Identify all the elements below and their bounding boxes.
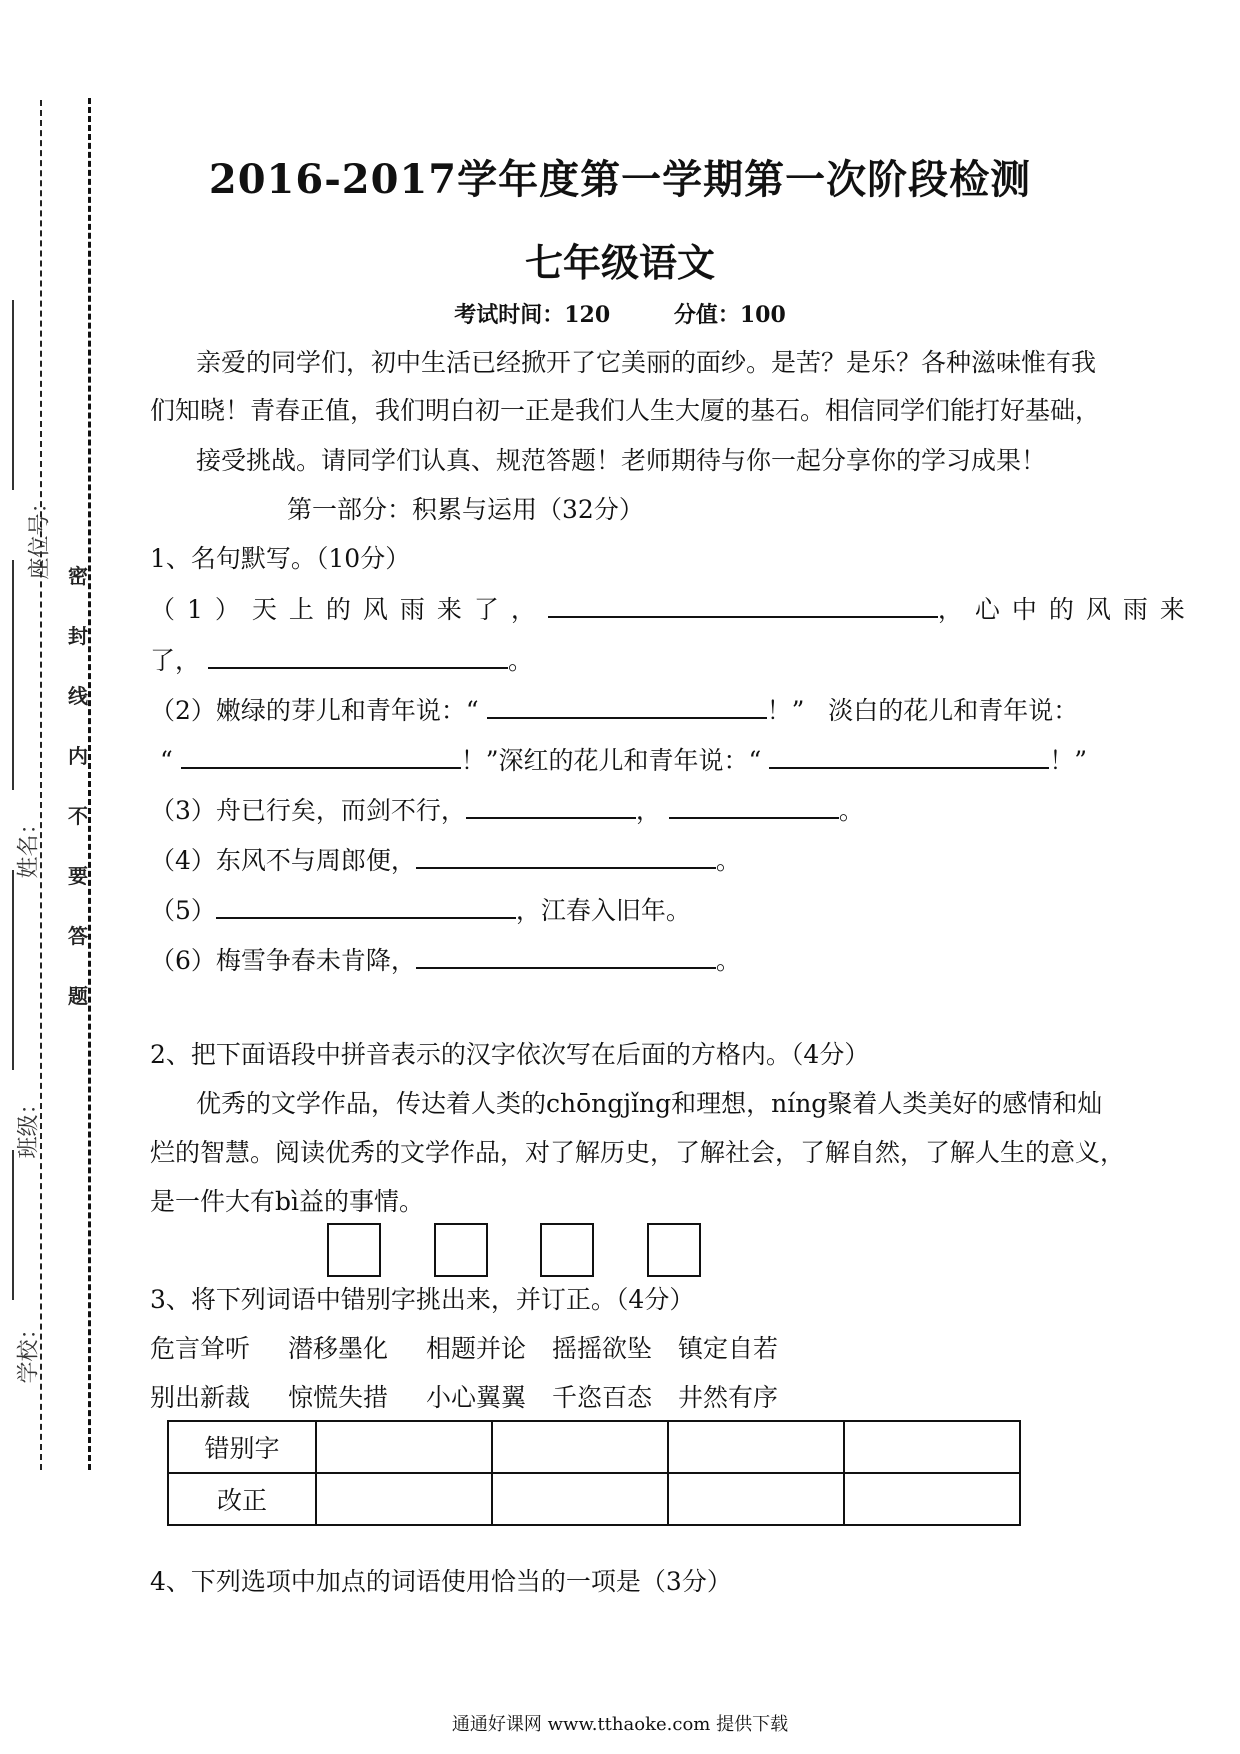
q1-s2-blank-2[interactable] [181,745,461,769]
q1-s1-line [150,594,1197,625]
correction-cell[interactable] [844,1473,1020,1525]
q2-passage-line-3: 是一件大有bì益的事情。 [150,1187,424,1216]
seal-mark: 封 [68,624,88,648]
q1-s1-blank-2[interactable] [208,645,508,669]
answer-box-3[interactable] [540,1223,594,1277]
seal-mark: 不 [68,804,88,828]
wrong-char-header: 错别字 [168,1421,316,1473]
q1-s5-text-a: （5） [150,896,216,925]
q1-s2-text-c: 淡白的花儿和青年说： [828,696,1079,725]
seal-mark: 题 [68,984,88,1008]
q1-s2-blank-3[interactable] [769,745,1049,769]
q3-heading: 3、将下列词语中错别字挑出来，并订正。（4分） [150,1285,695,1314]
intro-line-1: 亲爱的同学们，初中生活已经掀开了它美丽的面纱。是苦？是乐？各种滋味惟有我 [196,348,1097,377]
exam-title: 2016-2017学年度第一学期第一次阶段检测 [208,156,1032,203]
q1-s4-line [150,845,741,876]
q1-s4-text-b: 。 [715,846,741,875]
q1-s1-blank-1[interactable] [548,594,938,618]
q1-s5-line [150,895,691,926]
correction-table [167,1420,1021,1526]
q1-s3-line [150,795,864,826]
q1-s6-blank[interactable] [416,945,716,969]
answer-box-2[interactable] [434,1223,488,1277]
seal-mark: 要 [68,864,88,888]
wrong-char-cell[interactable] [844,1421,1020,1473]
correction-cell[interactable] [668,1473,844,1525]
exam-time: 考试时间：120 [454,302,611,328]
q1-s1-line-2 [150,645,533,676]
q1-s3-text-c: 。 [838,796,864,825]
intro-line-2: 们知晓！青春正值，我们明白初一正是我们人生大厦的基石。相信同学们能打好基础， [150,396,1101,425]
q2-passage-line-2: 烂的智慧。阅读优秀的文学作品，对了解历史，了解社会，了解自然，了解人生的意义， [150,1138,1126,1167]
class-label: 班级： [16,1092,42,1159]
q1-s6-text-b: 。 [715,946,741,975]
q1-s2-line-2 [160,745,1087,776]
q1-s1-text-c: 了， [150,646,201,675]
wrong-char-cell[interactable] [492,1421,668,1473]
q1-heading: 1、名句默写。（10分） [150,544,411,573]
q1-s2-blank-1[interactable] [487,695,767,719]
q1-s2-text-f: ！” [1049,746,1088,775]
correction-cell[interactable] [316,1473,492,1525]
exam-subtitle: 七年级语文 [524,240,715,285]
q3-word: 镇定自若 [678,1334,779,1363]
class-field-line [12,870,14,1070]
answer-box-4[interactable] [647,1223,701,1277]
table-row [168,1473,1020,1525]
q3-word: 危言耸听 [150,1334,251,1363]
school-label: 学校： [16,1317,42,1384]
intro-line-3: 接受挑战。请同学们认真、规范答题！老师期待与你一起分享你的学习成果！ [196,446,1047,475]
q1-s5-text-b: ，江春入旧年。 [515,896,691,925]
q1-s2-text-e: ！”深红的花儿和青年说：“ [460,746,762,775]
footer-credit: 通通好课网 www.tthaoke.com 提供下载 [451,1714,789,1735]
seal-mark: 线 [68,684,88,708]
seal-mark: 内 [68,744,88,768]
q1-s3-blank-1[interactable] [466,795,636,819]
q1-s2-text-d: “ [160,746,173,775]
wrong-char-cell[interactable] [668,1421,844,1473]
correction-header: 改正 [168,1473,316,1525]
q2-heading: 2、把下面语段中拼音表示的汉字依次写在后面的方格内。（4分） [150,1040,870,1069]
seal-mark: 密 [68,564,88,588]
q1-s3-text-a: （3）舟已行矣，而剑不行， [150,796,466,825]
q1-s2-text-a: （2）嫩绿的芽儿和青年说：“ [150,696,479,725]
q3-word: 惊慌失措 [288,1383,389,1412]
q3-word: 千恣百态 [552,1383,653,1412]
q1-s6-line [150,945,741,976]
seal-mark: 答 [68,924,88,948]
exam-score: 分值：100 [673,302,786,328]
q1-s4-blank[interactable] [416,845,716,869]
q1-s3-text-b: ， [635,796,661,825]
q3-word: 潜移墨化 [288,1334,389,1363]
q1-s2-line [150,695,1078,726]
answer-box-1[interactable] [327,1223,381,1277]
q1-s1-text-d: 。 [507,646,533,675]
name-field-line [12,560,14,790]
q1-s3-blank-2[interactable] [669,795,839,819]
table-row [168,1421,1020,1473]
wrong-char-cell[interactable] [316,1421,492,1473]
seat-number-label: 座位号： [27,491,53,580]
q1-s1-text-a: （1）天上的风雨来了， [150,595,548,624]
q1-s5-blank[interactable] [216,895,516,919]
q3-word: 相题并论 [426,1334,527,1363]
correction-cell[interactable] [492,1473,668,1525]
school-field-line [12,1150,14,1300]
q2-passage-line-1: 优秀的文学作品，传达着人类的chōngjǐng和理想，níng聚着人类美好的感情和灿 [196,1089,1103,1118]
q1-s2-text-b: ！” [766,696,805,725]
q3-word: 别出新裁 [150,1383,251,1412]
exam-info [0,298,1240,329]
q3-word: 小心翼翼 [426,1383,527,1412]
q1-s6-text-a: （6）梅雪争春未肯降， [150,946,416,975]
part1-heading: 第一部分：积累与运用（32分） [287,495,644,524]
q3-word: 井然有序 [678,1383,779,1412]
q3-word: 摇摇欲坠 [552,1334,653,1363]
q1-s1-text-b: ，心中的风雨来 [937,595,1197,624]
q4-heading: 4、下列选项中加点的词语使用恰当的一项是（3分） [150,1567,732,1596]
q1-s4-text-a: （4）东风不与周郎便， [150,846,416,875]
name-label: 姓名： [16,812,42,879]
